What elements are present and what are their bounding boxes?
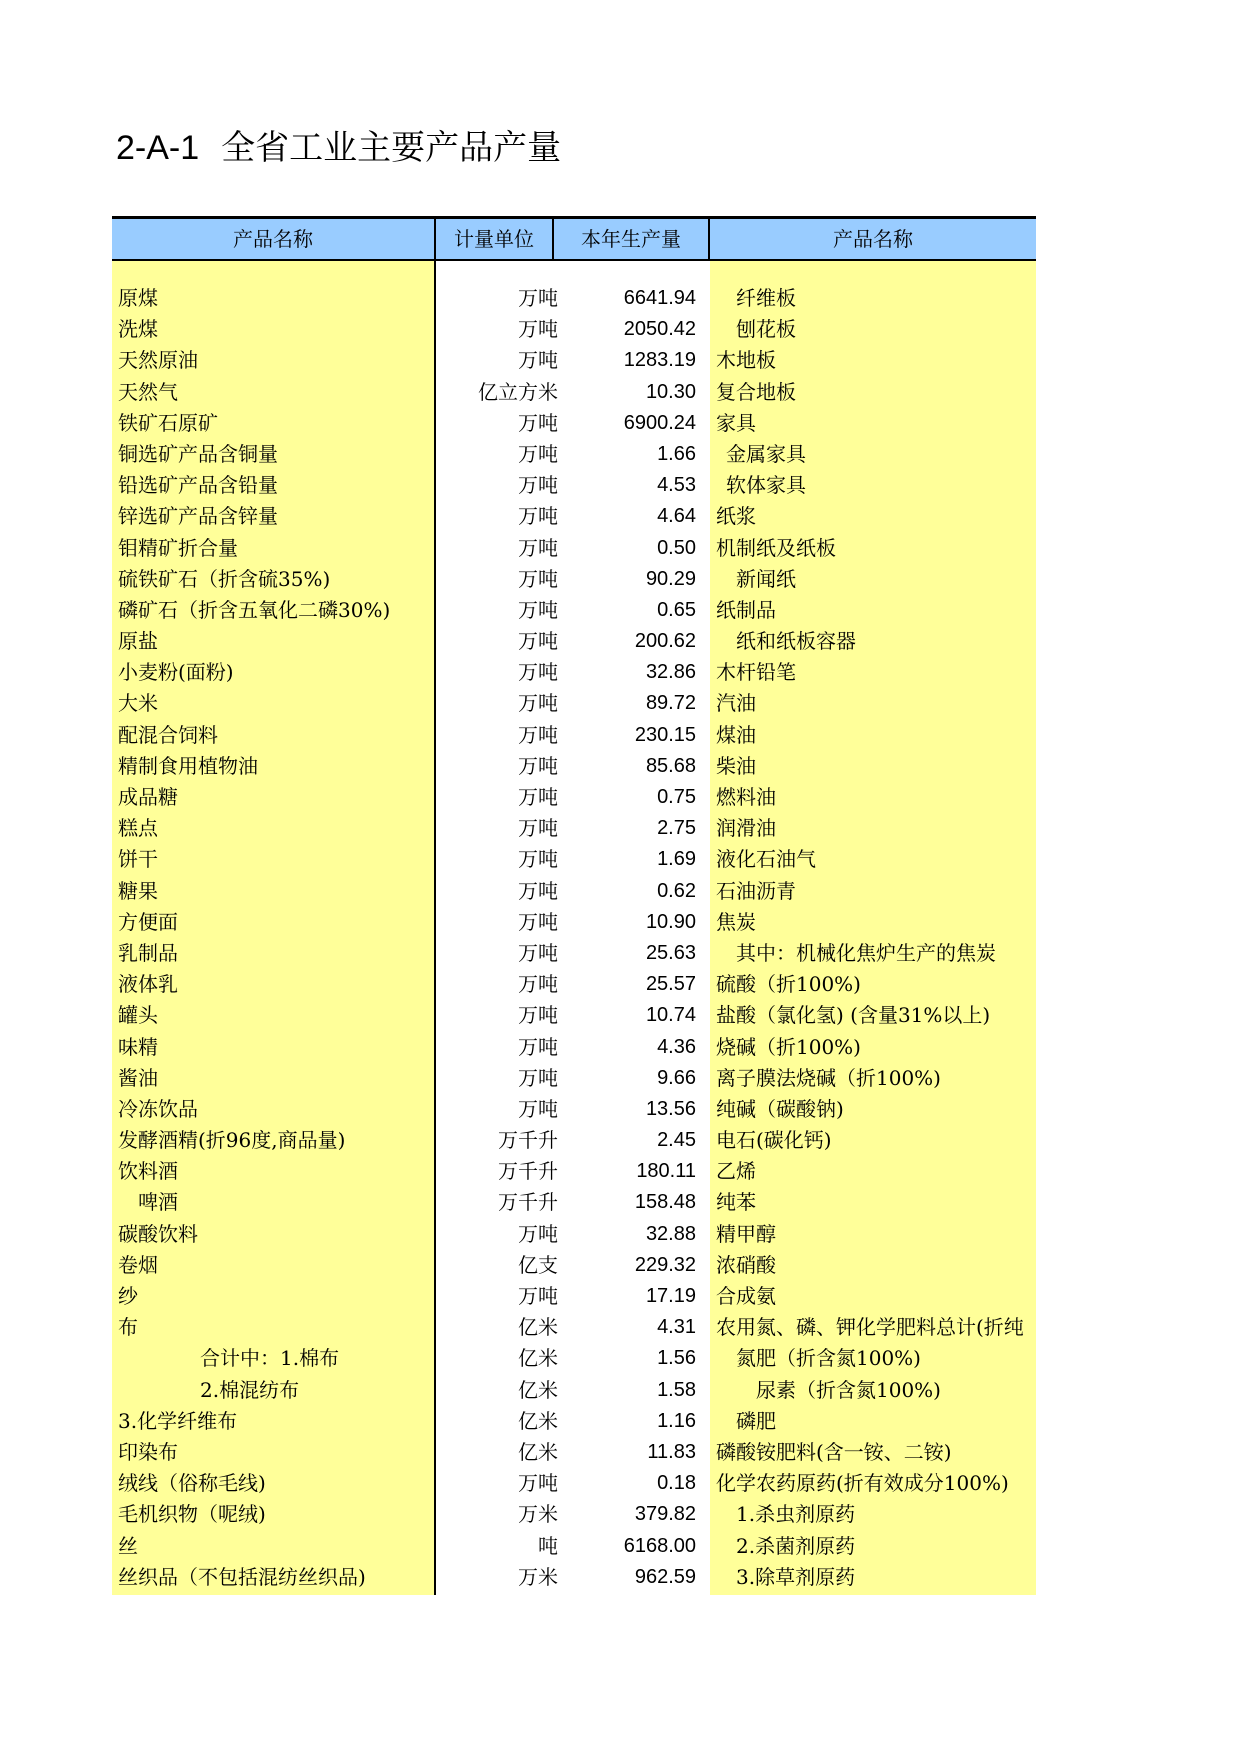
unit-cell: 万千升 (498, 1159, 558, 1184)
output-value-cell: 1.56 (657, 1347, 696, 1370)
table-row (112, 1468, 1036, 1499)
table-row (112, 782, 1036, 813)
output-value-cell: 25.57 (645, 973, 696, 996)
output-value-cell: 0.65 (657, 598, 696, 621)
output-value-cell: 32.88 (645, 1222, 696, 1245)
unit-cell: 万吨 (518, 816, 558, 841)
product-name-2-cell: 纸浆 (716, 504, 756, 529)
product-name-2-cell: 燃料油 (716, 785, 776, 809)
product-name-cell: 3.化学纤维布 (118, 1408, 238, 1433)
unit-cell: 万吨 (518, 847, 558, 872)
product-name-cell: 液体乳 (118, 972, 178, 997)
table-code: 2-A-1 (116, 129, 200, 167)
output-value-cell: 32.86 (645, 661, 696, 684)
output-value-cell: 9.66 (657, 1066, 696, 1089)
product-name-2-cell: 尿素（折含氮100%) (756, 1377, 941, 1402)
product-name-cell: 大米 (118, 691, 158, 716)
product-name-cell: 纱 (118, 1284, 138, 1308)
product-name-cell: 精制食用植物油 (118, 753, 258, 778)
product-name-cell: 丝 (118, 1533, 138, 1558)
unit-cell: 万吨 (518, 691, 558, 716)
product-name-cell: 天然原油 (118, 348, 198, 373)
output-value-cell: 10.90 (645, 910, 696, 933)
table-row (112, 1562, 1036, 1593)
output-value-cell: 90.29 (645, 567, 696, 590)
output-value-cell: 6641.94 (623, 287, 696, 309)
product-name-2-cell: 石油沥青 (716, 878, 796, 903)
output-value-cell: 200.62 (634, 630, 696, 653)
output-value-cell: 158.48 (634, 1191, 696, 1214)
unit-cell: 万吨 (518, 1034, 558, 1059)
unit-cell: 亿米 (518, 1315, 558, 1340)
product-name-2-cell: 电石(碳化钙) (716, 1128, 832, 1153)
unit-cell: 万吨 (518, 348, 558, 373)
product-name-cell: 印染布 (118, 1439, 178, 1464)
output-value-cell: 1.16 (657, 1409, 696, 1432)
product-name-2-cell: 乙烯 (716, 1159, 756, 1184)
unit-cell: 万吨 (518, 753, 558, 778)
product-name-2-cell: 盐酸（氯化氢) (含量31%以上) (716, 1003, 991, 1028)
table-row (112, 1094, 1036, 1125)
header-product-name-2: 产品名称 (833, 227, 913, 251)
output-value-cell: 4.53 (657, 474, 696, 497)
product-name-cell: 啤酒 (138, 1190, 178, 1215)
output-value-cell: 6168.00 (623, 1534, 696, 1557)
table-row (112, 1406, 1036, 1437)
output-value-cell: 17.19 (645, 1285, 696, 1307)
product-name-cell: 酱油 (118, 1065, 158, 1090)
table-row (112, 813, 1036, 844)
table-row (112, 1375, 1036, 1406)
product-name-cell: 糖果 (118, 878, 158, 903)
product-name-2-cell: 刨花板 (736, 317, 796, 342)
unit-cell: 万米 (518, 1502, 558, 1527)
product-name-cell: 天然气 (118, 379, 178, 404)
table-row (112, 1156, 1036, 1187)
product-name-cell: 硫铁矿石（折含硫35%) (118, 566, 331, 591)
output-value-cell: 1283.19 (623, 349, 696, 372)
product-name-cell: 铅选矿产品含铅量 (118, 473, 278, 498)
output-value-cell: 180.11 (636, 1160, 696, 1183)
product-name-cell: 乳制品 (118, 940, 178, 965)
unit-cell: 万吨 (518, 1065, 558, 1090)
product-name-2-cell: 新闻纸 (736, 566, 796, 591)
output-value-cell: 4.64 (657, 505, 696, 528)
table-row (112, 1187, 1036, 1218)
product-name-cell: 磷矿石（折含五氧化二磷30%) (118, 597, 391, 622)
product-name-2-cell: 浓硝酸 (716, 1252, 776, 1277)
product-name-2-cell: 磷肥 (736, 1408, 776, 1433)
table-row (112, 751, 1036, 782)
product-name-2-cell: 农用氮、磷、钾化学肥料总计(折纯 (716, 1315, 1024, 1340)
table-row (112, 1125, 1036, 1156)
table-row (112, 969, 1036, 1000)
unit-cell: 万吨 (518, 566, 558, 591)
table-row (112, 345, 1036, 376)
output-value-cell: 1.69 (657, 848, 696, 871)
output-value-cell: 0.62 (657, 879, 696, 902)
unit-cell: 万千升 (498, 1190, 558, 1215)
unit-cell: 亿米 (518, 1377, 558, 1402)
product-name-2-cell: 纸和纸板容器 (736, 629, 856, 654)
unit-cell: 万吨 (518, 1471, 558, 1496)
product-name-cell: 冷冻饮品 (118, 1096, 198, 1121)
product-name-2-cell: 3.除草剂原药 (736, 1564, 856, 1589)
unit-cell: 亿米 (518, 1346, 558, 1371)
product-name-2-cell: 汽油 (716, 691, 756, 716)
product-name-2-cell: 机制纸及纸板 (716, 535, 836, 560)
product-name-2-cell: 家具 (716, 410, 756, 435)
product-name-2-cell: 金属家具 (726, 441, 806, 466)
unit-cell: 万吨 (518, 410, 558, 435)
product-name-cell: 成品糖 (118, 785, 178, 809)
product-name-2-cell: 1.杀虫剂原药 (736, 1502, 856, 1527)
product-name-2-cell: 化学农药原药(折有效成分100%) (716, 1471, 1009, 1496)
table-row (112, 1499, 1036, 1530)
table-row (112, 1312, 1036, 1343)
product-name-2-cell: 氮肥（折含氮100%) (736, 1346, 921, 1371)
header-product-name: 产品名称 (233, 227, 313, 251)
product-name-cell: 合计中：1.棉布 (200, 1346, 340, 1371)
unit-cell: 吨 (538, 1533, 558, 1558)
output-value-cell: 2050.42 (623, 318, 696, 341)
product-name-cell: 铁矿石原矿 (118, 410, 218, 435)
product-name-2-cell: 润滑油 (716, 816, 776, 841)
product-name-cell: 卷烟 (118, 1252, 158, 1277)
product-name-2-cell: 纯苯 (716, 1190, 756, 1215)
output-value-cell: 10.30 (645, 380, 696, 403)
table-row (112, 314, 1036, 345)
product-name-cell: 饼干 (118, 847, 158, 872)
product-name-2-cell: 其中：机械化焦炉生产的焦炭 (736, 940, 996, 965)
table-row (112, 408, 1036, 439)
unit-cell: 亿米 (518, 1408, 558, 1433)
output-value-cell: 2.75 (657, 817, 696, 840)
product-name-cell: 饮料酒 (118, 1159, 178, 1184)
product-name-cell: 2.棉混纺布 (200, 1377, 300, 1402)
unit-cell: 万吨 (518, 1003, 558, 1028)
product-name-2-cell: 柴油 (716, 753, 756, 778)
product-name-cell: 原煤 (118, 286, 158, 310)
unit-cell: 万吨 (518, 1221, 558, 1246)
unit-cell: 万吨 (518, 535, 558, 560)
table-row (112, 595, 1036, 626)
table-row (112, 907, 1036, 938)
output-value-cell: 10.74 (645, 1004, 696, 1027)
output-value-cell: 0.50 (657, 536, 696, 559)
output-value-cell: 85.68 (645, 754, 696, 777)
output-value-cell: 962.59 (634, 1565, 696, 1588)
output-value-cell: 25.63 (645, 941, 696, 964)
output-value-cell: 229.32 (634, 1253, 696, 1276)
unit-cell: 亿米 (518, 1439, 558, 1464)
product-name-2-cell: 合成氨 (716, 1284, 776, 1308)
unit-cell: 万吨 (518, 972, 558, 997)
table-row (112, 470, 1036, 501)
output-value-cell: 6900.24 (623, 411, 696, 434)
product-name-2-cell: 软体家具 (726, 473, 806, 498)
product-name-cell: 罐头 (118, 1003, 158, 1028)
product-name-2-cell: 木杆铅笔 (716, 660, 796, 685)
unit-cell: 万吨 (518, 1096, 558, 1121)
product-name-cell: 配混合饲料 (118, 722, 218, 747)
table-row (112, 720, 1036, 751)
table-row (112, 1219, 1036, 1250)
unit-cell: 亿支 (518, 1252, 558, 1277)
table-body (112, 283, 1036, 1593)
product-name-2-cell: 木地板 (716, 348, 776, 373)
unit-cell: 万吨 (518, 441, 558, 466)
product-name-2-cell: 烧碱（折100%) (716, 1034, 861, 1059)
table-row (112, 938, 1036, 969)
product-name-cell: 锌选矿产品含锌量 (118, 504, 278, 529)
output-value-cell: 379.82 (634, 1503, 696, 1526)
product-name-2-cell: 精甲醇 (716, 1221, 776, 1246)
output-value-cell: 0.18 (657, 1472, 696, 1495)
product-name-cell: 绒线（俗称毛线) (118, 1471, 266, 1496)
table-row (112, 533, 1036, 564)
product-name-cell: 方便面 (118, 909, 178, 934)
table-row (112, 1063, 1036, 1094)
unit-cell: 万吨 (518, 909, 558, 934)
table-row (112, 876, 1036, 907)
output-value-cell: 2.45 (657, 1129, 696, 1152)
table-row (112, 1250, 1036, 1281)
table-title: 全省工业主要产品产量 (221, 128, 562, 168)
product-name-2-cell: 纸制品 (716, 597, 776, 622)
output-value-cell: 4.36 (657, 1035, 696, 1058)
page-title (116, 128, 561, 168)
table-row (112, 1531, 1036, 1562)
unit-cell: 万吨 (518, 597, 558, 622)
output-value-cell: 230.15 (634, 723, 696, 746)
product-name-2-cell: 纯碱（碳酸钠) (716, 1096, 844, 1121)
product-name-2-cell: 磷酸铵肥料(含一铵、二铵) (716, 1439, 952, 1464)
table-row (112, 1032, 1036, 1063)
table-row (112, 564, 1036, 595)
table-row (112, 283, 1036, 314)
product-name-2-cell: 2.杀菌剂原药 (736, 1533, 856, 1558)
table-row (112, 844, 1036, 875)
product-name-2-cell: 硫酸（折100%) (716, 972, 861, 997)
table-row (112, 501, 1036, 532)
product-name-2-cell: 复合地板 (716, 379, 796, 404)
unit-cell: 万吨 (518, 660, 558, 685)
product-name-cell: 布 (118, 1315, 138, 1340)
product-name-cell: 糕点 (118, 816, 158, 841)
output-value-cell: 13.56 (645, 1097, 696, 1120)
unit-cell: 万吨 (518, 473, 558, 498)
unit-cell: 万千升 (498, 1128, 558, 1153)
unit-cell: 万吨 (518, 878, 558, 903)
table-row (112, 1281, 1036, 1312)
product-name-cell: 洗煤 (118, 317, 158, 342)
product-name-cell: 小麦粉(面粉) (118, 660, 234, 685)
product-name-cell: 味精 (118, 1034, 158, 1059)
table-row (112, 377, 1036, 408)
unit-cell: 万吨 (518, 940, 558, 965)
output-value-cell: 1.58 (657, 1378, 696, 1401)
output-value-cell: 0.75 (657, 786, 696, 808)
table-row (112, 626, 1036, 657)
unit-cell: 万吨 (518, 317, 558, 342)
output-value-cell: 1.66 (657, 442, 696, 465)
unit-cell: 亿立方米 (478, 379, 558, 404)
product-name-2-cell: 离子膜法烧碱（折100%) (716, 1065, 941, 1090)
unit-cell: 万吨 (518, 629, 558, 654)
table-row (112, 1437, 1036, 1468)
table-row (112, 688, 1036, 719)
table-row (112, 657, 1036, 688)
product-name-2-cell: 纤维板 (736, 286, 796, 310)
table-row (112, 1343, 1036, 1374)
product-name-cell: 发酵酒精(折96度,商品量) (118, 1128, 346, 1153)
product-name-2-cell: 焦炭 (716, 909, 756, 934)
product-name-cell: 丝织品（不包括混纺丝织品) (118, 1564, 366, 1589)
table-row (112, 1000, 1036, 1031)
output-value-cell: 11.83 (647, 1440, 696, 1463)
table-row (112, 439, 1036, 470)
table-header (112, 219, 1036, 261)
product-name-2-cell: 煤油 (716, 722, 756, 747)
output-value-cell: 4.31 (657, 1316, 696, 1339)
unit-cell: 万吨 (518, 785, 558, 809)
header-output: 本年生产量 (581, 227, 681, 251)
product-name-cell: 钼精矿折合量 (118, 535, 238, 560)
product-name-cell: 毛机织物（呢绒) (118, 1502, 266, 1527)
unit-cell: 万吨 (518, 722, 558, 747)
output-value-cell: 89.72 (645, 692, 696, 715)
product-name-cell: 铜选矿产品含铜量 (118, 441, 278, 466)
product-name-cell: 碳酸饮料 (118, 1221, 198, 1246)
header-unit: 计量单位 (454, 227, 534, 251)
unit-cell: 万吨 (518, 286, 558, 310)
unit-cell: 万米 (518, 1564, 558, 1589)
product-name-2-cell: 液化石油气 (716, 847, 816, 872)
product-name-cell: 原盐 (118, 629, 158, 654)
unit-cell: 万吨 (518, 504, 558, 529)
unit-cell: 万吨 (518, 1284, 558, 1308)
